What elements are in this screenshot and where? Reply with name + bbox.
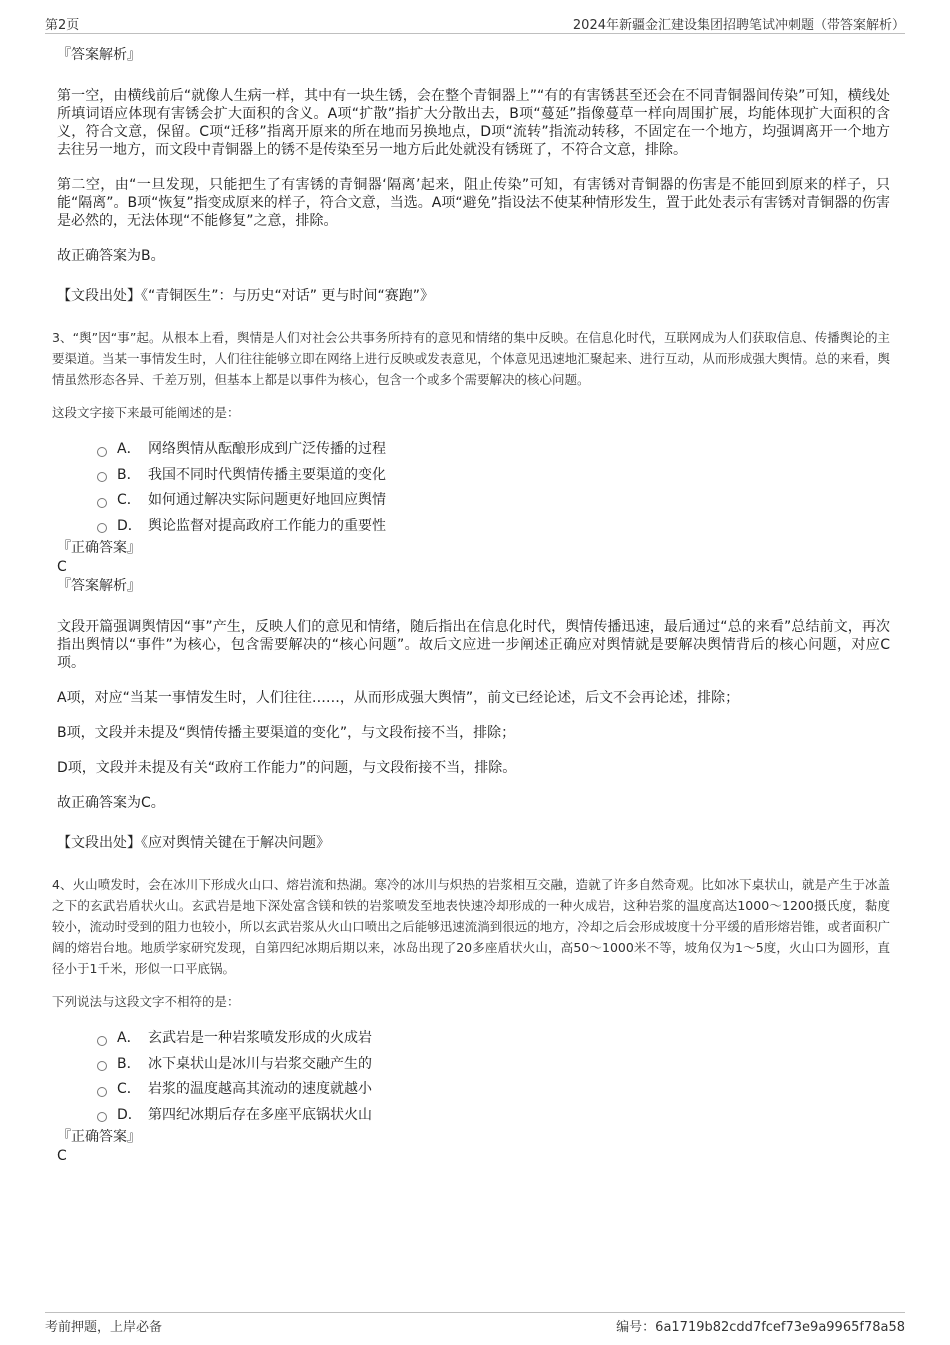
q3-option-d[interactable]: D． 舆论监督对提高政府工作能力的重要性	[97, 514, 890, 540]
q4-correct-answer: C	[57, 1148, 67, 1164]
footer-slogan: 考前押题，上岸必备	[45, 1320, 163, 1335]
q3-conclusion: 故正确答案为C。	[57, 795, 165, 811]
q4-options	[97, 1026, 890, 1128]
radio-icon[interactable]	[97, 498, 107, 508]
q4-correct-answer-label: 『正确答案』	[57, 1129, 141, 1145]
q3-correct-answer-label: 『正确答案』	[57, 540, 141, 556]
q3-analysis-para-4: D项，文段并未提及有关“政府工作能力”的问题，与文段衔接不当，排除。	[57, 760, 517, 776]
q4-question-prompt: 下列说法与这段文字不相符的是：	[52, 994, 240, 1009]
page-content	[52, 46, 890, 1166]
q4-question-text: 4、火山喷发时，会在冰川下形成火山口、熔岩流和热湖。寒冷的冰川与炽热的岩浆相互交融，造就了许多自然奇观。比如冰下桌状山，就是产生于冰盖之下的玄武岩盾状火山。玄武岩是地下深处富含镁和铁的岩浆喷发至地表快速冷却形成的一种火成岩，这种岩浆的温度高达1000～1200摄氏度，黏度较小，流动时受到的阻力也较小，所以玄武岩浆从火山口喷出之后能够迅速流淌到很远的地方，冷却之后会形成坡度十分平缓的盾形熔岩锥，或者面积广阔的熔岩台地。地质学家研究发现，自第四纪冰期后期以来，冰岛出现了20多座盾状火山，高50～1000米不等，坡角仅为1～5度，火山口为圆形，直径小于1千米，形似一口平底锅。	[52, 877, 890, 976]
q3-options	[97, 437, 890, 539]
q3-analysis-label: 『答案解析』	[57, 578, 141, 594]
q4-option-a[interactable]: A． 玄武岩是一种岩浆喷发形成的火成岩	[97, 1026, 890, 1052]
page-number: 第2页	[45, 18, 80, 33]
q3-question-text: 3、“舆”因“事”起。从根本上看，舆情是人们对社会公共事务所持有的意见和情绪的集中反映。在信息化时代，互联网成为人们获取信息、传播舆论的主要渠道。当某一事情发生时，人们往往能够立即在网络上进行反映或发表意见，个体意见迅速地汇聚起来、进行互动，从而形成强大舆情。总的来看，舆情虽然形态各异、千差万别，但基本上都是以事件为核心，包含一个或多个需要解决的核心问题。	[52, 330, 890, 387]
q2-source: 【文段出处】《“青铜医生”：与历史“对话” 更与时间“赛跑”》	[57, 288, 434, 304]
q3-option-c[interactable]: C． 如何通过解决实际问题更好地回应舆情	[97, 488, 890, 514]
q3-correct-answer: C	[57, 559, 67, 575]
q4-option-b[interactable]: B． 冰下桌状山是冰川与岩浆交融产生的	[97, 1052, 890, 1078]
q3-analysis-para-2: A项，对应“当某一事情发生时，人们往往……，从而形成强大舆情”，前文已经论述，后文不会再论述，排除；	[57, 690, 740, 706]
q4-option-c[interactable]: C． 岩浆的温度越高其流动的速度就越小	[97, 1077, 890, 1103]
radio-icon[interactable]	[97, 472, 107, 482]
radio-icon[interactable]	[97, 1087, 107, 1097]
page-header	[45, 12, 905, 34]
page-footer	[45, 1312, 905, 1335]
q3-analysis-para-1: 文段开篇强调舆情因“事”产生，反映人们的意见和情绪，随后指出在信息化时代，舆情传播迅速，最后通过“总的来看”总结前文，再次指出舆情以“事件”为核心，包含需要解决的“核心问题”。故后文应进一步阐述正确应对舆情就是要解决舆情背后的核心问题，对应C项。	[57, 619, 890, 671]
radio-icon[interactable]	[97, 523, 107, 533]
q2-analysis-para-1: 第一空，由横线前后“就像人生病一样，其中有一块生锈，会在整个青铜器上”“有的有害锈甚至还会在不同青铜器间传染”可知，横线处所填词语应体现有害锈会扩大面积的含义。A项“扩散”指扩大分散出去，B项“蔓延”指像蔓草一样向周围扩展，均能体现扩大面积的含义，符合文意，保留。C项“迁移”指离开原来的所在地而另换地点，D项“流转”指流动转移，不固定在一个地方，均强调离开一个地方去往另一地方，而文段中青铜器上的锈不是传染至另一地方后此处就没有锈斑了，不符合文意，排除。	[57, 88, 890, 158]
document-code: 编号：6a1719b82cdd7fcef73e9a9965f78a58	[616, 1320, 905, 1335]
q2-analysis-para-2: 第二空，由“一旦发现，只能把生了有害锈的青铜器‘隔离’起来，阻止传染”可知，有害锈对青铜器的伤害是不能回到原来的样子，只能“隔离”。B项“恢复”指变成原来的样子，符合文意，当选。A项“避免”指设法不使某种情形发生，置于此处表示有害锈对青铜器的伤害是必然的，无法体现“不能修复”之意，排除。	[57, 177, 890, 229]
q3-analysis-para-3: B项，文段并未提及“舆情传播主要渠道的变化”，与文段衔接不当，排除；	[57, 725, 516, 741]
radio-icon[interactable]	[97, 1112, 107, 1122]
radio-icon[interactable]	[97, 1061, 107, 1071]
q3-option-a[interactable]: A． 网络舆情从酝酿形成到广泛传播的过程	[97, 437, 890, 463]
q3-source: 【文段出处】《应对舆情关键在于解决问题》	[57, 835, 330, 851]
q3-option-b[interactable]: B． 我国不同时代舆情传播主要渠道的变化	[97, 463, 890, 489]
q2-analysis-label: 『答案解析』	[57, 47, 141, 63]
q2-conclusion: 故正确答案为B。	[57, 248, 165, 264]
q4-option-d[interactable]: D． 第四纪冰期后存在多座平底锅状火山	[97, 1103, 890, 1129]
radio-icon[interactable]	[97, 1036, 107, 1046]
document-title: 2024年新疆金汇建设集团招聘笔试冲刺题（带答案解析）	[572, 18, 905, 33]
radio-icon[interactable]	[97, 447, 107, 457]
q3-question-prompt: 这段文字接下来最可能阐述的是：	[52, 405, 240, 420]
